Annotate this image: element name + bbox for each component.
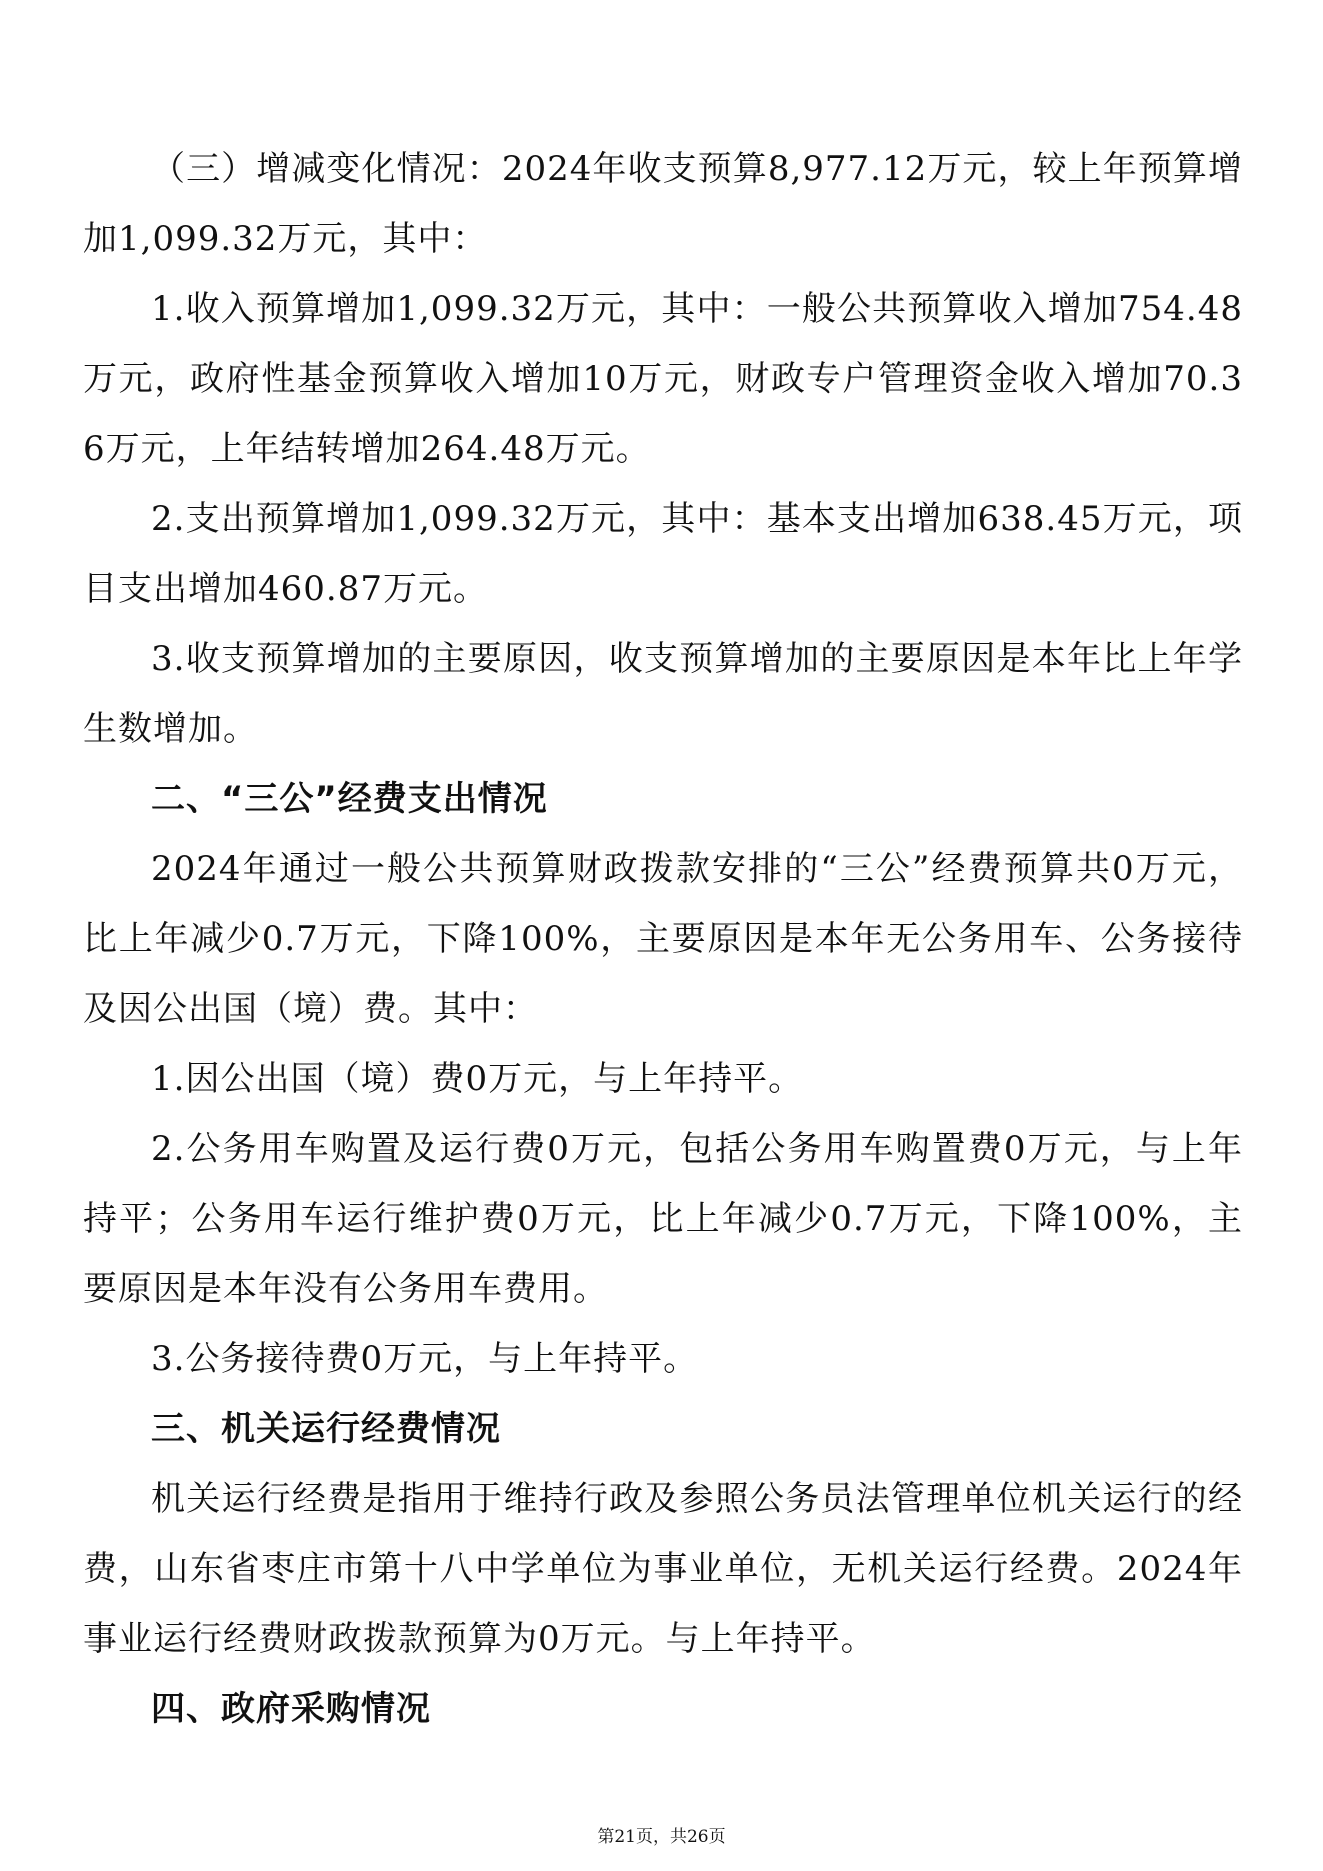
paragraph-official-vehicles: 2.公务用车购置及运行费0万元，包括公务用车购置费0万元，与上年持平；公务用车运行维护费0万元，比上年减少0.7万元，下降100%，主要原因是本年没有公务用车费用。 [83, 1129, 1243, 1309]
heading-government-procurement: 四、政府采购情况 [151, 1689, 431, 1729]
paragraph-overseas-travel: 1.因公出国（境）费0万元，与上年持平。 [151, 1059, 804, 1099]
paragraph-budget-change: （三）增减变化情况：2024年收支预算8,977.12万元，较上年预算增加1,099.32万元，其中： [83, 149, 1243, 259]
paragraph-official-reception: 3.公务接待费0万元，与上年持平。 [151, 1339, 699, 1379]
document-body [83, 134, 1243, 1744]
heading-three-public-expenses: 二、“三公”经费支出情况 [151, 779, 548, 819]
paragraph-income-increase: 1.收入预算增加1,099.32万元，其中：一般公共预算收入增加754.48万元，政府性基金预算收入增加10万元，财政专户管理资金收入增加70.36万元，上年结转增加264.48万元。 [83, 289, 1243, 469]
paragraph-operating-expenses: 机关运行经费是指用于维持行政及参照公务员法管理单位机关运行的经费，山东省枣庄市第十八中学单位为事业单位，无机关运行经费。2024年事业运行经费财政拨款预算为0万元。与上年持平。 [83, 1479, 1243, 1659]
paragraph-expense-increase: 2.支出预算增加1,099.32万元，其中：基本支出增加638.45万元，项目支出增加460.87万元。 [83, 499, 1243, 609]
paragraph-three-public-summary: 2024年通过一般公共预算财政拨款安排的“三公”经费预算共0万元，比上年减少0.7万元，下降100%，主要原因是本年无公务用车、公务接待及因公出国（境）费。其中： [83, 849, 1243, 1029]
paragraph-increase-reason: 3.收支预算增加的主要原因，收支预算增加的主要原因是本年比上年学生数增加。 [83, 639, 1243, 749]
page-number: 第21页，共26页 [597, 1827, 726, 1847]
heading-operating-expenses: 三、机关运行经费情况 [151, 1409, 501, 1449]
